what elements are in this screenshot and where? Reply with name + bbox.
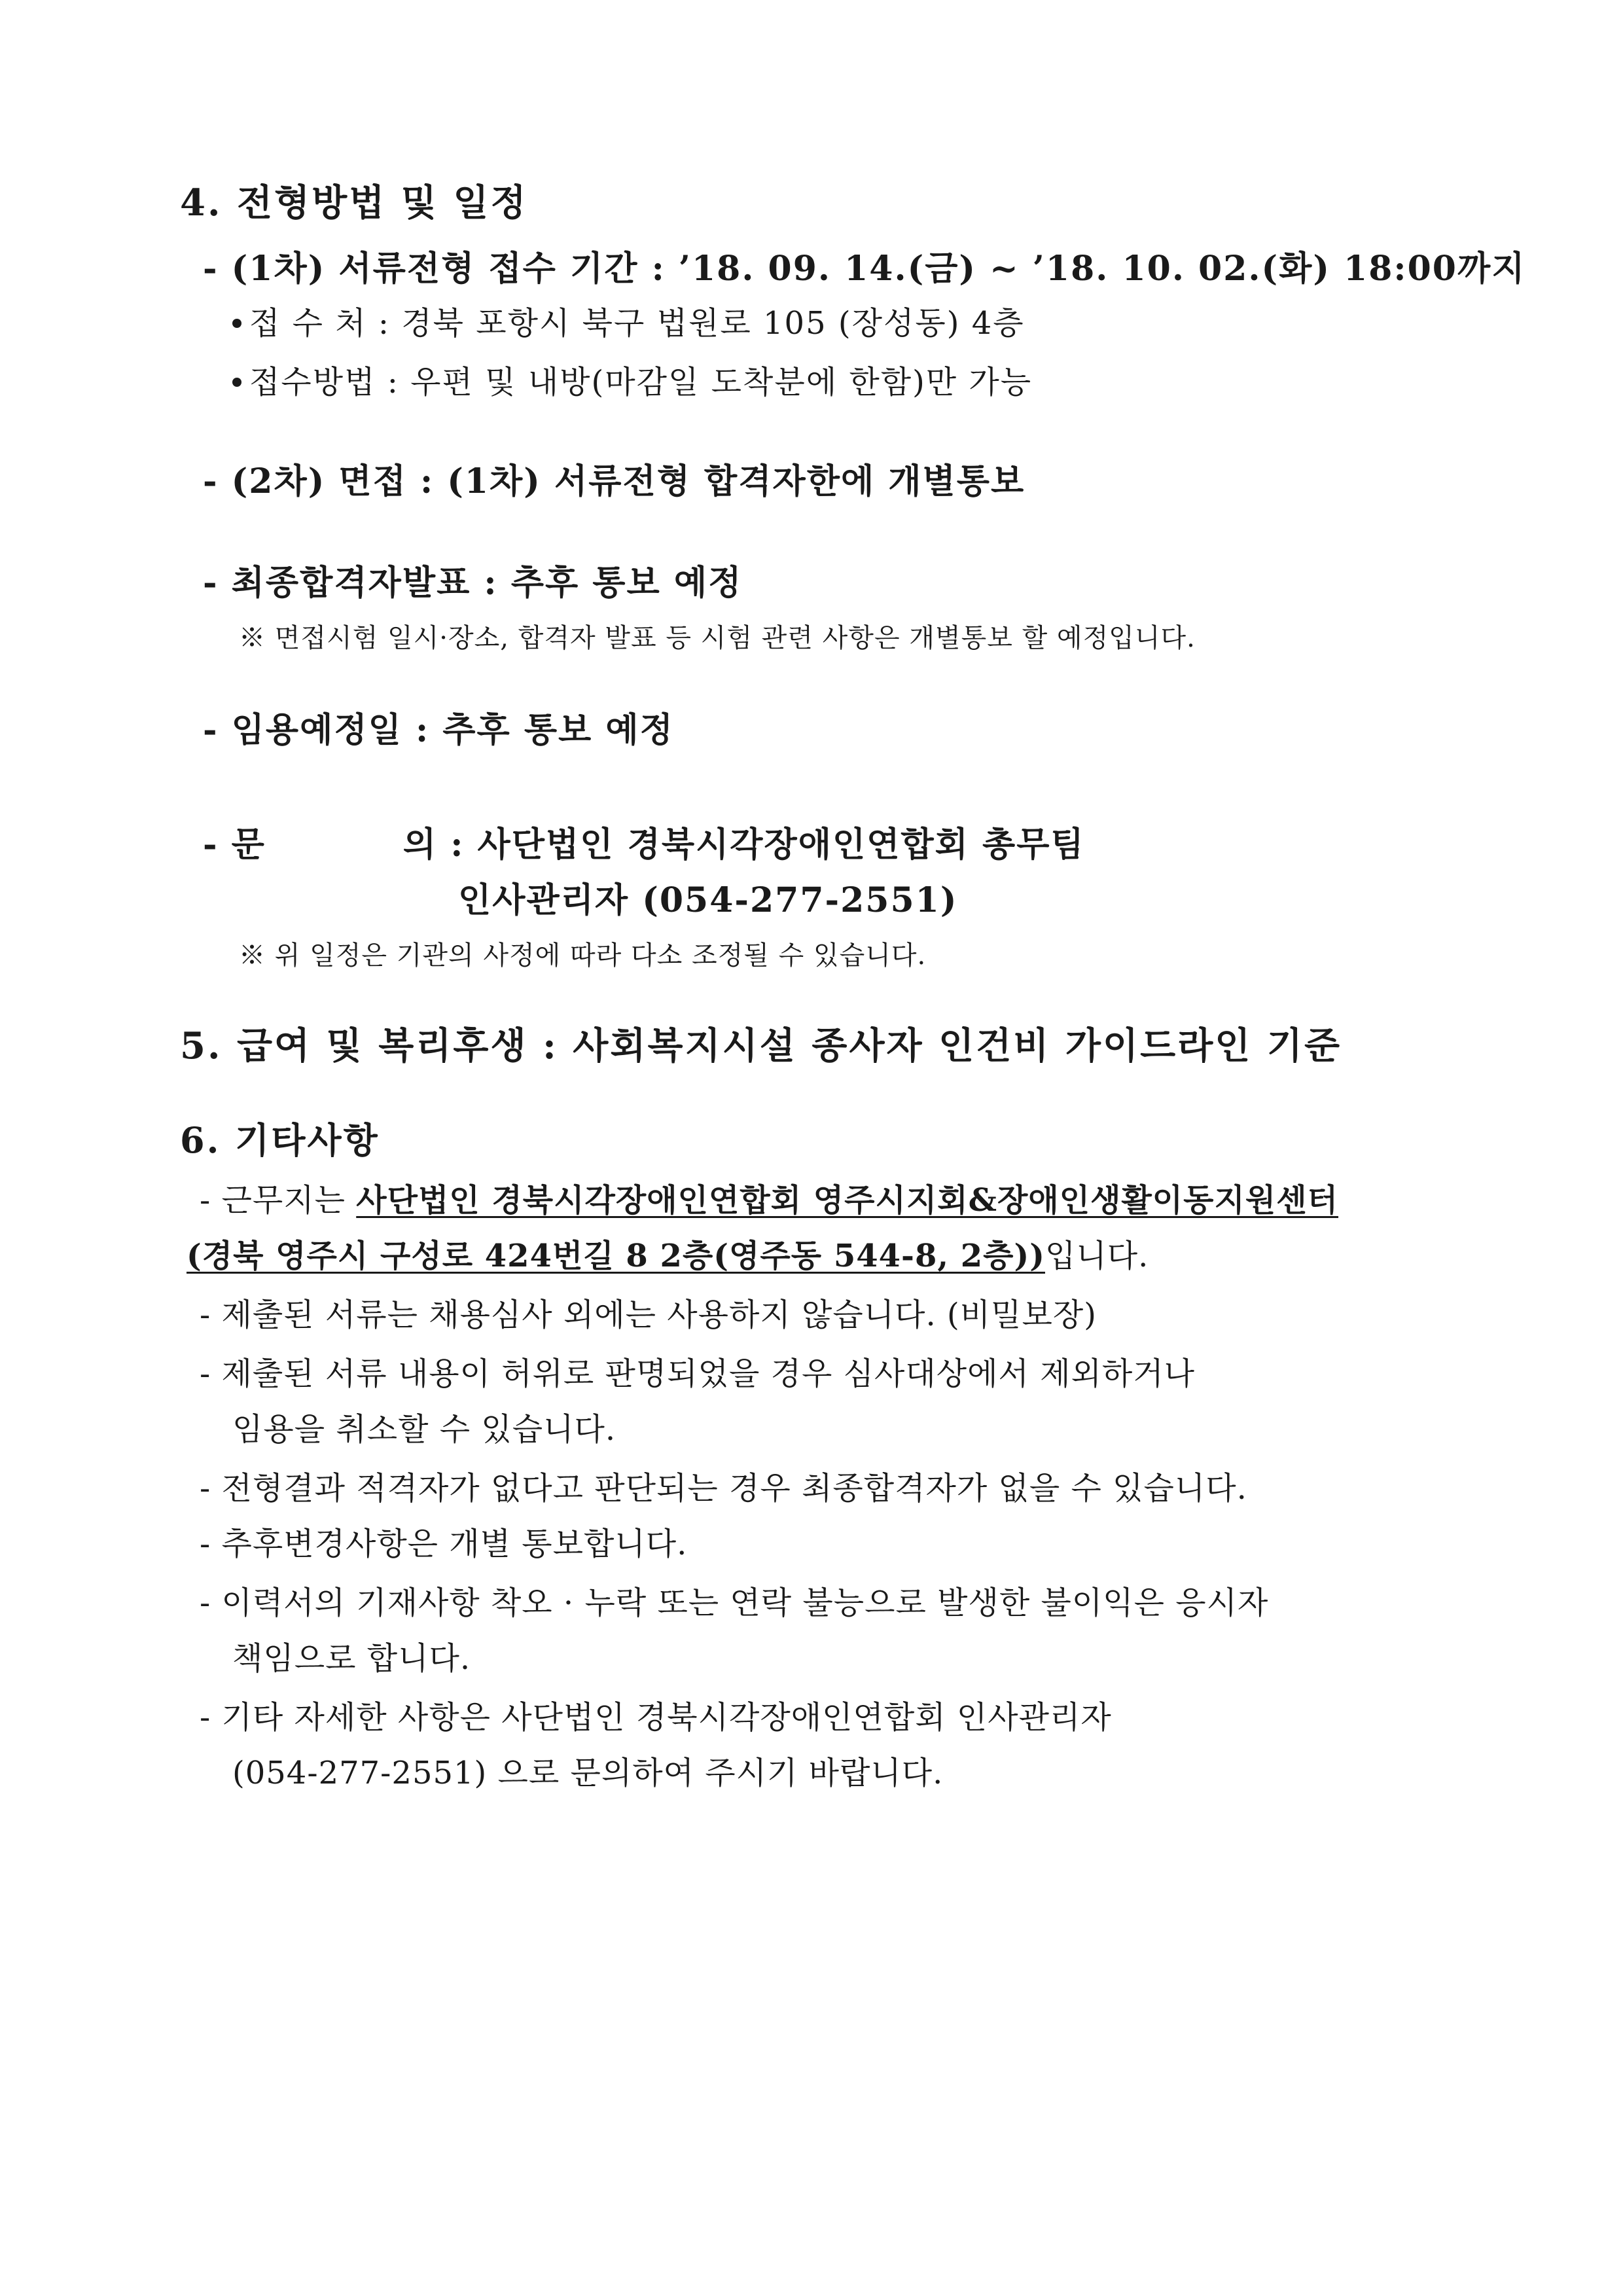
section-6-heading: 6. 기타사항 (180, 1119, 380, 1161)
other-item-6b: (054-277-2551) 으로 문의하여 주시기 바랍니다. (232, 1755, 944, 1791)
other-item-3: - 전형결과 적격자가 없다고 판단되는 경우 최종합격자가 없을 수 있습니다. (200, 1470, 1247, 1507)
bullet-place (232, 305, 1025, 342)
other-item-4: - 추후변경사항은 개별 통보합니다. (200, 1526, 688, 1562)
schedule-note: ※ 위 일정은 기관의 사정에 따라 다소 조정될 수 있습니다. (239, 941, 927, 971)
work-prefix: - 근무지는 (200, 1182, 357, 1219)
work-place-line-2 (187, 1240, 1149, 1272)
other-item-2b: 임용을 취소할 수 있습니다. (232, 1411, 616, 1448)
bullet-dot-icon (232, 378, 241, 387)
other-item-5a: - 이력서의 기재사항 착오 · 누락 또는 연락 불능으로 발생한 불이익은 응시자 (200, 1585, 1269, 1621)
stage1-period: - (1차) 서류전형 접수 기간 : ’18. 09. 14.(금) ~ ’18. 10. 02.(화) 18:00까지 (203, 249, 1526, 289)
section-5-heading: 5. 급여 및 복리후생 : 사회복지시설 종사자 인건비 가이드라인 기준 (180, 1024, 1342, 1067)
bullet-method-text: 접수방법 : 우편 및 내방(마감일 도착분에 한함)만 가능 (249, 364, 1033, 401)
inquiry-label-a: - 문 (203, 825, 266, 865)
other-item-2a: - 제출된 서류 내용이 허위로 판명되었을 경우 심사대상에서 제외하거나 (200, 1355, 1195, 1392)
bullet-dot-icon (232, 319, 241, 328)
work-place-name: 사단법인 경북시각장애인연합회 영주시지회&장애인생활이동지원센터 (356, 1182, 1339, 1219)
other-item-1: - 제출된 서류는 채용심사 외에는 사용하지 않습니다. (비밀보장) (200, 1297, 1097, 1333)
stage2-interview: - (2차) 면접 : (1차) 서류전형 합격자한에 개별통보 (203, 461, 1026, 501)
final-note: ※ 면접시험 일시·장소, 합격자 발표 등 시험 관련 사항은 개별통보 할 예정입니다. (239, 623, 1196, 653)
work-suffix: 입니다. (1044, 1238, 1149, 1274)
appointment-date: - 임용예정일 : 추후 통보 예정 (203, 710, 674, 750)
work-place-line-1 (200, 1182, 1339, 1219)
section-4-heading: 4. 전형방법 및 일정 (180, 181, 528, 224)
inquiry-line (203, 825, 1085, 865)
inquiry-contact: 인사관리자 (054-277-2551) (458, 880, 958, 920)
other-item-5b: 책임으로 합니다. (232, 1640, 471, 1677)
bullet-place-text: 접 수 처 : 경북 포항시 북구 법원로 105 (장성동) 4층 (249, 305, 1025, 342)
work-place-address: (경북 영주시 구성로 424번길 8 2층(영주동 544-8, 2층)) (187, 1238, 1045, 1274)
other-item-6a: - 기타 자세한 사항은 사단법인 경북시각장애인연합회 인사관리자 (200, 1699, 1112, 1736)
final-announcement: - 최종합격자발표 : 추후 통보 예정 (203, 563, 743, 603)
bullet-method (232, 364, 1033, 401)
inquiry-label-b: 의 : 사단법인 경북시각장애인연합회 총무팀 (402, 825, 1085, 865)
